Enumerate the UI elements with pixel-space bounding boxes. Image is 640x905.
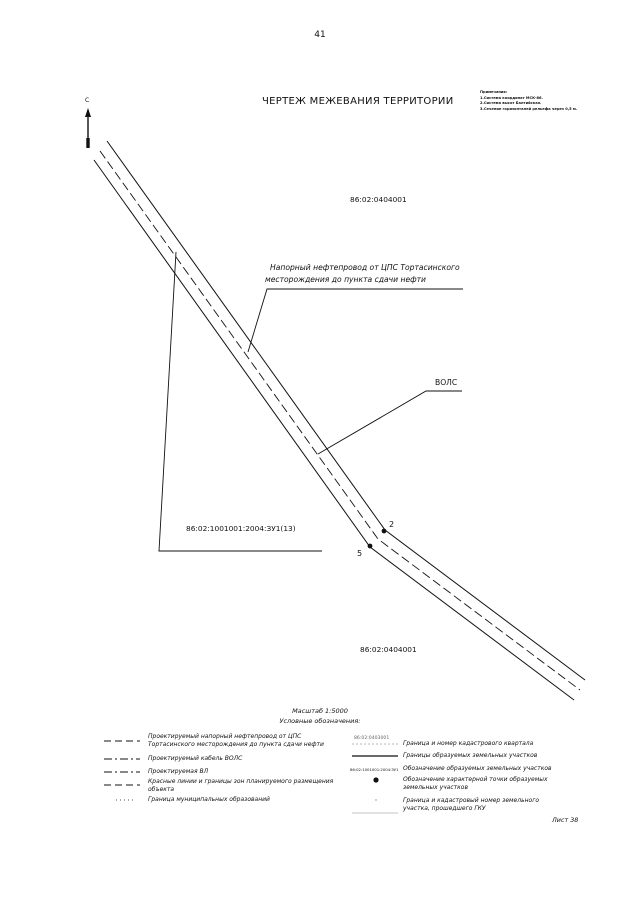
drawing-title: ЧЕРТЕЖ МЕЖЕВАНИЯ ТЕРРИТОРИИ xyxy=(262,96,454,107)
legend-sample-quarter: 86:02:0403001 xyxy=(354,736,390,741)
legend-item-point: Обозначение характерной точки образуемых земельных участков xyxy=(403,776,548,791)
legend-swatch-point xyxy=(373,777,378,782)
vols-label: ВОЛС xyxy=(435,378,458,387)
north-arrow-icon xyxy=(85,108,91,148)
pipeline-label-line2: месторождения до пункта сдачи нефти xyxy=(265,275,426,284)
pipeline-label-line1: Напорный нефтепровод от ЦПС Тортасинского xyxy=(270,263,460,272)
legend-item-vols: Проектируемый кабель ВОЛС xyxy=(148,755,243,762)
legend-item-pipeline: Проектируемый напорный нефтепровод от ЦПС Тортасинского месторождения до пункта сдачи нефти xyxy=(148,733,324,748)
note-item: 2.Система высот Балтийская. xyxy=(480,101,542,106)
parcel-label: 86:02:1001001:2004:ЗУ1(13) xyxy=(186,524,296,533)
point-2-label: 2 xyxy=(389,520,395,529)
scale-block xyxy=(0,706,640,726)
point-2-marker xyxy=(382,529,387,534)
point-5-marker xyxy=(368,544,373,549)
legend-swatch-gku-dot xyxy=(375,799,376,800)
notes-block xyxy=(480,90,577,112)
cadastral-quarter-label: 86:02:0404001 xyxy=(360,645,417,654)
legend-item-gku: Граница и кадастровый номер земельного участка, прошедшего ГКУ xyxy=(403,797,540,812)
legend-item-quarter: Граница и номер кадастрового квартала xyxy=(403,740,534,747)
legend-item-vl: Проектируемая ВЛ xyxy=(148,768,209,775)
legend-sample-parcel-code: 86:02:1001001:2004:ЗУ1 xyxy=(350,767,399,772)
legend-item-parcel-border: Границы образуемых земельных участков xyxy=(403,752,538,759)
pipeline-leader-line xyxy=(248,289,463,352)
page-number: 41 xyxy=(314,30,326,40)
corridor-boundary-right xyxy=(107,141,585,680)
north-arrow-letter: С xyxy=(85,97,90,104)
legend-item-municipal: Граница муниципальных образований xyxy=(148,796,270,803)
cadastral-quarter-label: 86:02:0404001 xyxy=(350,195,407,204)
note-item: 1.Система координат МСК-86. xyxy=(480,95,543,100)
scale-label: Масштаб 1:5000 xyxy=(292,707,348,715)
parcel-leader-line xyxy=(159,252,322,551)
note-item: 3.Сечение горизонталей рельефа через 0,5 м. xyxy=(480,106,578,111)
point-5-label: 5 xyxy=(357,549,363,558)
legend-item-parcel-code: Обозначение образуемых земельных участков xyxy=(403,765,552,772)
legend-title: Условные обозначения: xyxy=(279,717,361,725)
vols-leader-line xyxy=(318,391,462,454)
notes-heading: Примечания: xyxy=(480,90,508,94)
legend-item-red-lines: Красные линии и границы зон планируемого размещения объекта xyxy=(148,778,334,793)
sheet-number: Лист 38 xyxy=(552,816,579,824)
